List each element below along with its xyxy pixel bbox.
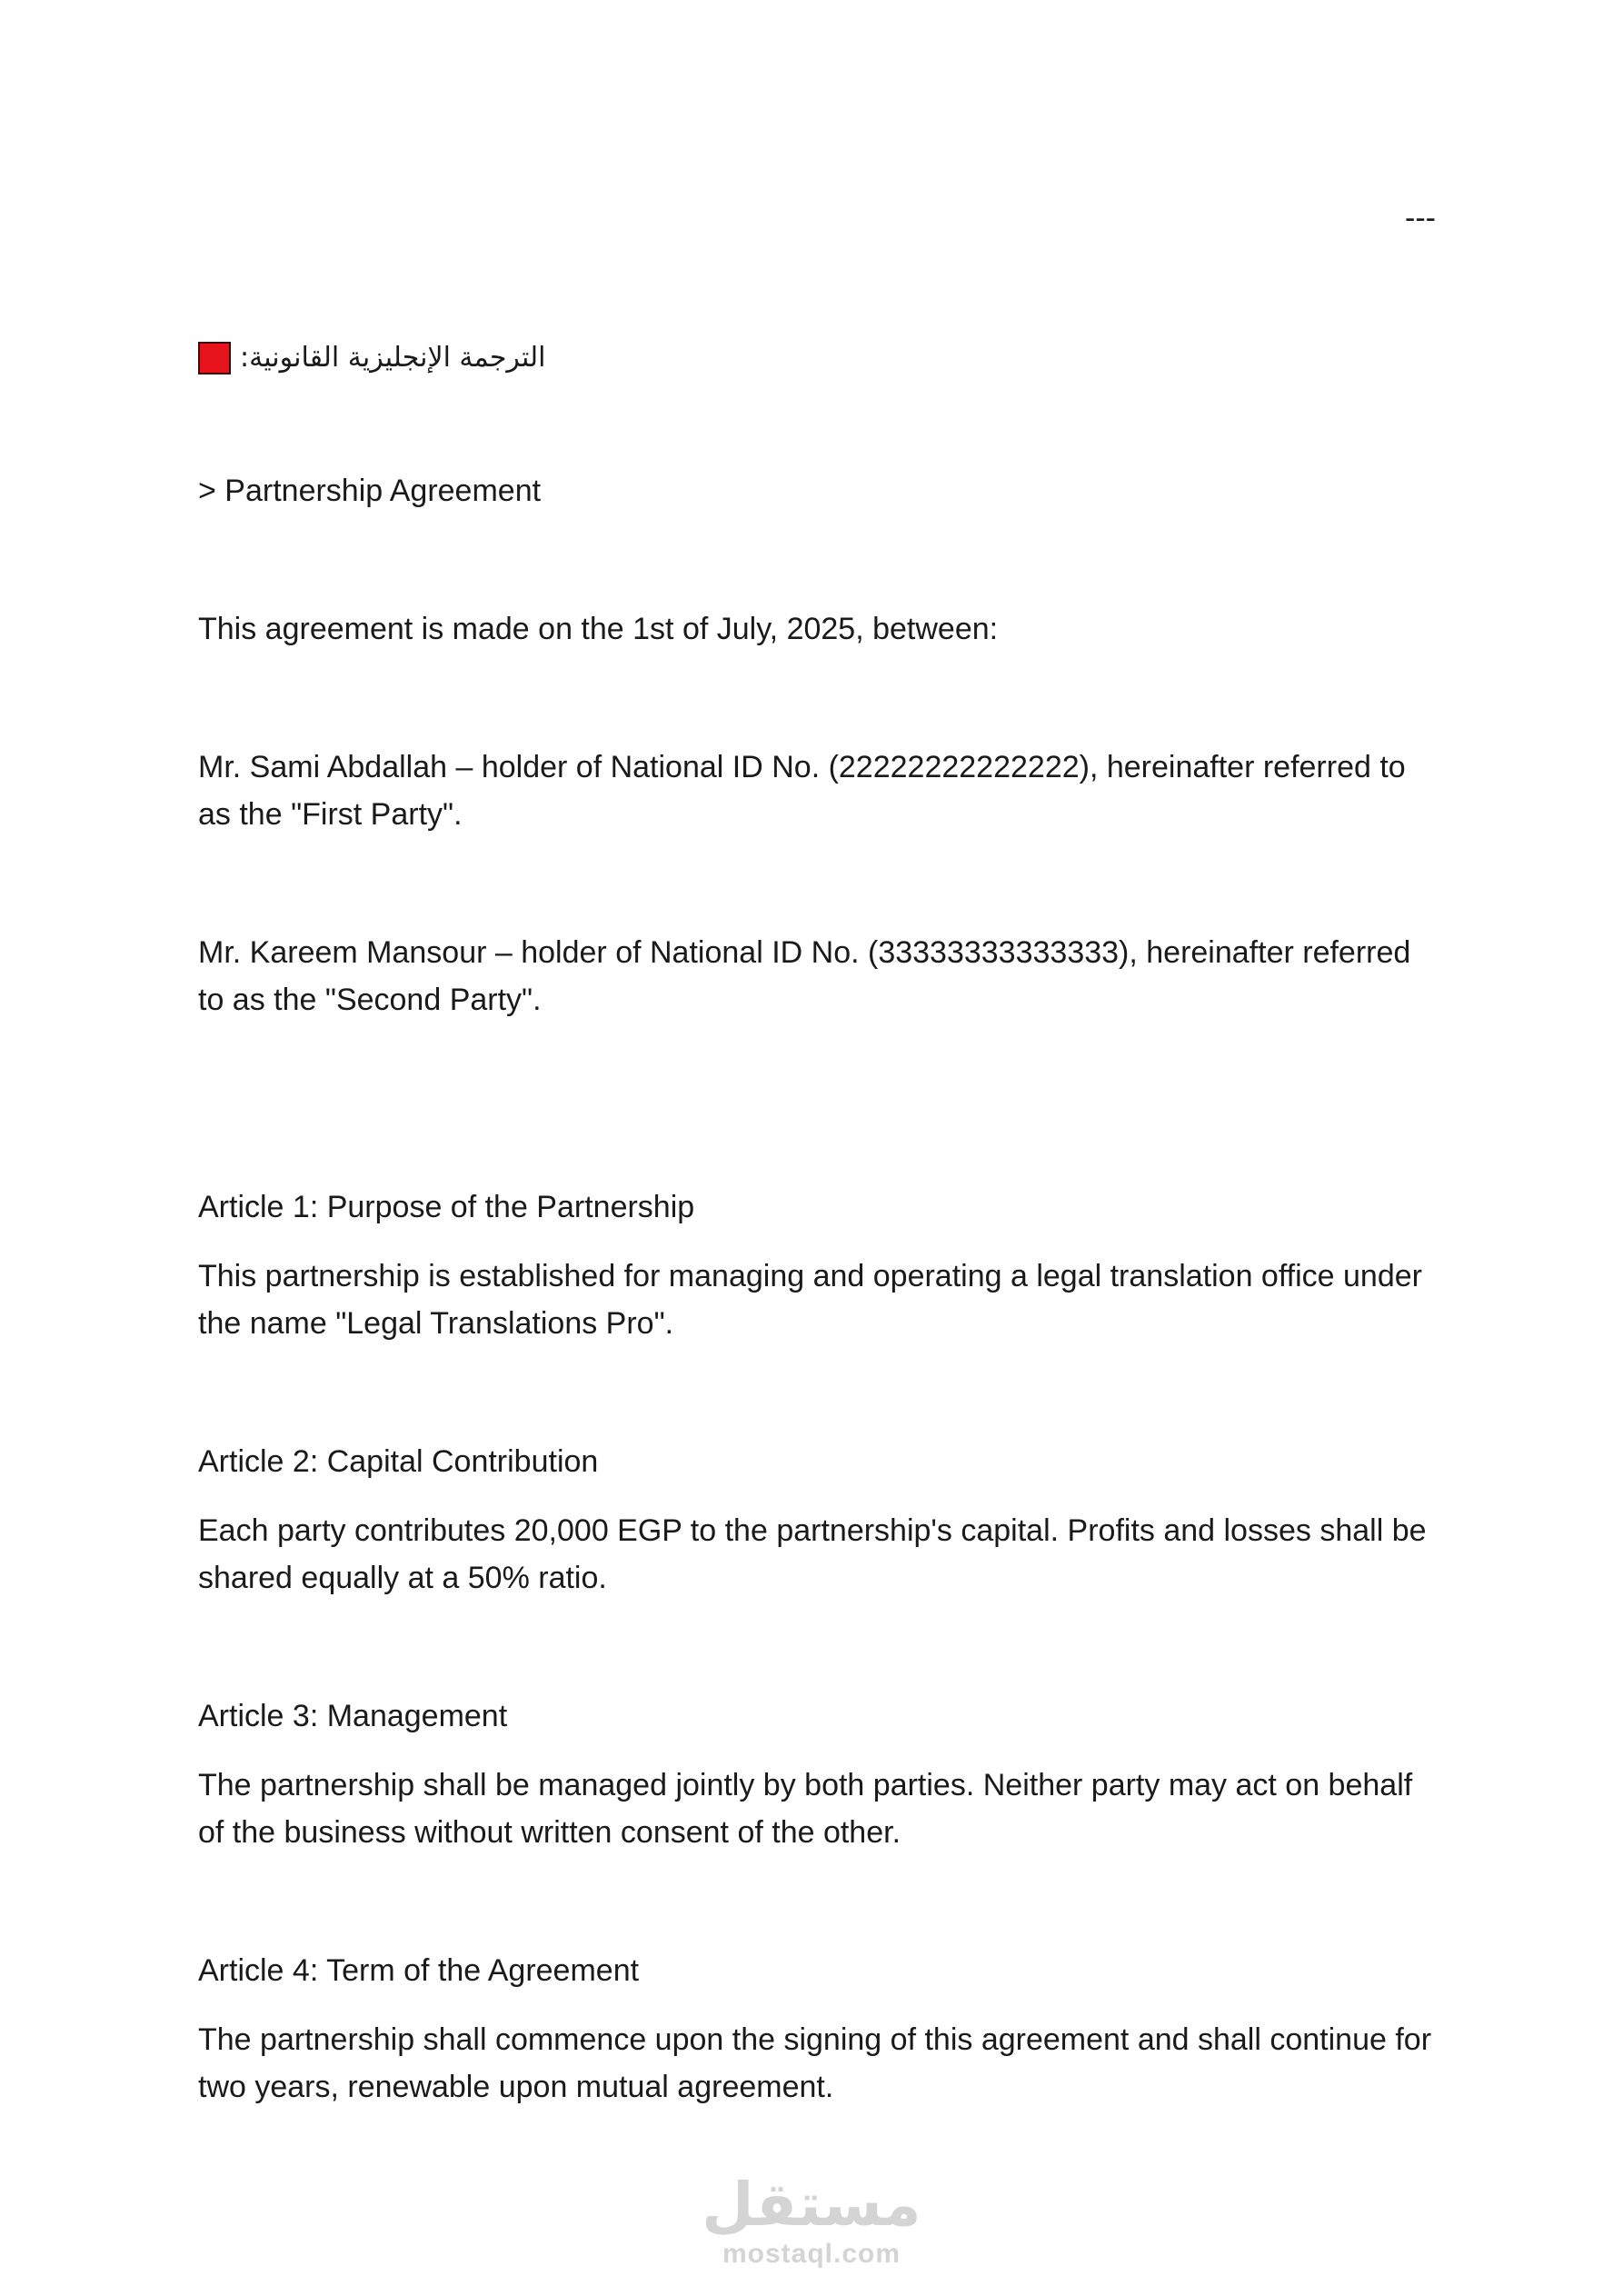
red-square-icon	[198, 342, 231, 374]
article-4-body: The partnership shall commence upon the signing of this agreement and shall continue for two years, renewable upon mutual agreement.	[198, 2022, 1432, 2104]
agreement-intro: This agreement is made on the 1st of July, 2025, between:	[198, 612, 999, 646]
article-3-body: The partnership shall be managed jointly by both parties. Neither party may act on behalf of the business without written consent of the other.	[198, 1768, 1413, 1850]
separator-line: ---	[1405, 201, 1436, 235]
watermark-latin: mostaql.com	[722, 2239, 901, 2269]
agreement-title: > Partnership Agreement	[198, 474, 542, 508]
article-3-heading: Article 3: Management	[198, 1699, 508, 1733]
second-party-paragraph: Mr. Kareem Mansour – holder of National ID No. (33333333333333), hereinafter referred to as the "Second Party".	[198, 935, 1411, 1017]
article-1-body: This partnership is established for managing and operating a legal translation office under the name "Legal Translations Pro".	[198, 1259, 1422, 1341]
mostaql-watermark	[0, 2172, 1623, 2271]
translation-heading-line	[198, 334, 546, 382]
watermark-arabic: مستقل	[702, 2170, 921, 2240]
translation-heading: الترجمة الإنجليزية القانونية:	[240, 342, 546, 374]
first-party-paragraph: Mr. Sami Abdallah – holder of National ID No. (22222222222222), hereinafter referred to as the "First Party".	[198, 750, 1406, 832]
article-2-body: Each party contributes 20,000 EGP to the partnership's capital. Profits and losses shall be shared equally at a 50% ratio.	[198, 1513, 1427, 1595]
article-2-heading: Article 2: Capital Contribution	[198, 1444, 599, 1479]
article-1-heading: Article 1: Purpose of the Partnership	[198, 1190, 695, 1224]
article-4-heading: Article 4: Term of the Agreement	[198, 1953, 640, 1988]
